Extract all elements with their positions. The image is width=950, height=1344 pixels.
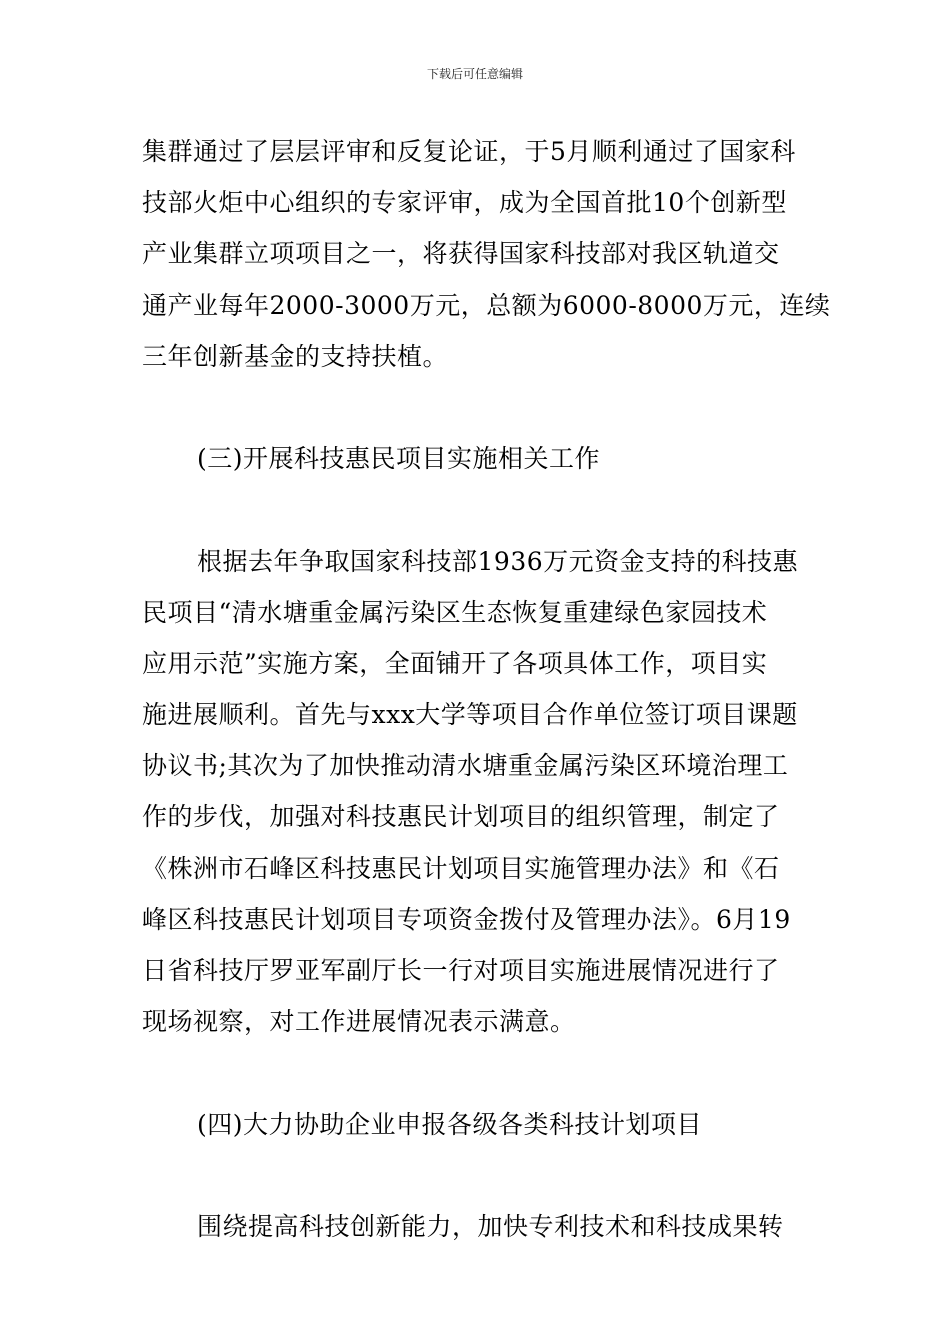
text-line: 现场视察，对工作进展情况表示满意。 (142, 1007, 576, 1037)
text-line: 民项目“清水塘重金属污染区生态恢复重建绿色家园技术 (142, 597, 768, 627)
text-line: 三年创新基金的支持扶植。 (142, 341, 449, 371)
text-line: 围绕提高科技创新能力，加快专利技术和科技成果转 (197, 1211, 784, 1241)
text-line: 峰区科技惠民计划项目专项资金拨付及管理办法》。6月19 (142, 904, 791, 934)
text-line: 作的步伐，加强对科技惠民计划项目的组织管理，制定了 (142, 802, 780, 832)
paragraph-1 (142, 126, 831, 382)
text-line: 技部火炬中心组织的专家评审，成为全国首批10个创新型 (142, 188, 787, 218)
text-line: 施进展顺利。首先与xxx大学等项目合作单位签订项目课题 (142, 700, 798, 730)
text-line: 《株洲市石峰区科技惠民计划项目实施管理办法》和《石 (142, 853, 780, 883)
text-line: 应用示范”实施方案，全面铺开了各项具体工作，项目实 (142, 648, 768, 678)
text-line: 通产业每年2000-3000万元，总额为6000-8000万元，连续 (142, 290, 831, 320)
text-line: 产业集群立项项目之一，将获得国家科技部对我区轨道交 (142, 239, 780, 269)
heading-line: (四)大力协助企业申报各级各类科技计划项目 (197, 1109, 703, 1139)
text-line: 协议书;其次为了加快推动清水塘重金属污染区环境治理工 (142, 751, 789, 781)
text-line: 日省科技厅罗亚军副厅长一行对项目实施进展情况进行了 (142, 956, 780, 985)
text-line: 集群通过了层层评审和反复论证，于5月顺利通过了国家科 (142, 137, 796, 166)
text-line: 根据去年争取国家科技部1936万元资金支持的科技惠 (197, 546, 799, 576)
section-heading-3 (142, 433, 810, 484)
page-header: 下载后可任意编辑 (426, 67, 523, 81)
heading-line: (三)开展科技惠民项目实施相关工作 (197, 444, 601, 474)
paragraph-3 (142, 1201, 810, 1252)
document-body (142, 126, 831, 1252)
paragraph-2 (142, 536, 810, 1048)
section-heading-4 (142, 1099, 810, 1150)
